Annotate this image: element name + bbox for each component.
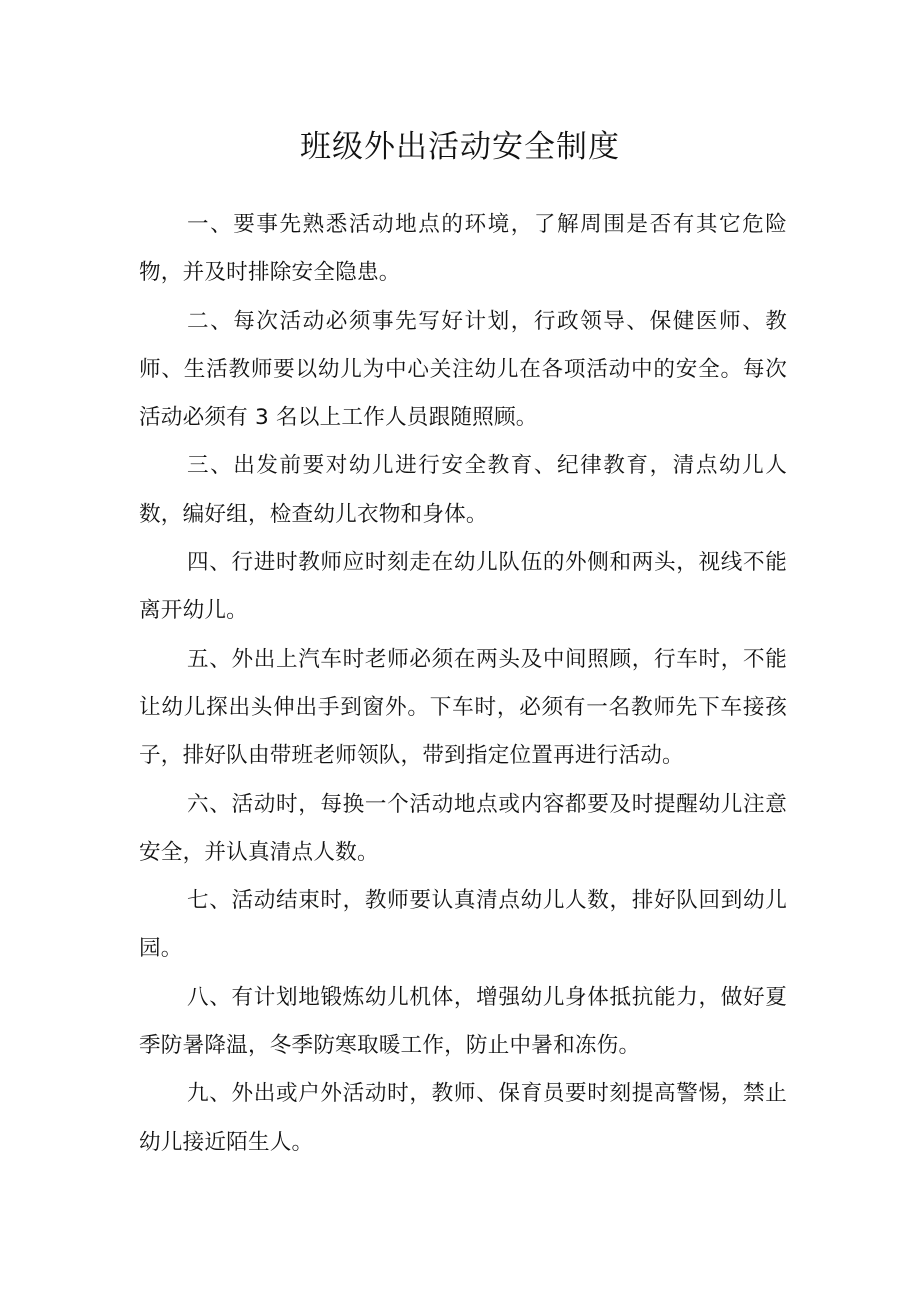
- rule-paragraph-7: 七、活动结束时，教师要认真清点幼儿人数，排好队回到幼儿园。: [139, 888, 787, 962]
- rule-paragraph-8: 八、有计划地锻炼幼儿机体，增强幼儿身体抵抗能力，做好夏季防暑降温，冬季防寒取暖工作，防止中暑和冻伤。: [139, 984, 787, 1059]
- rule-paragraph-2: 二、每次活动必须事先写好计划，行政领导、保健医师、教师、生活教师要以幼儿为中心关注幼儿在各项活动中的安全。每次活动必须有 3 名以上工作人员跟随照顾。: [139, 308, 787, 431]
- rule-paragraph-4: 四、行进时教师应时刻走在幼儿队伍的外侧和两头，视线不能离开幼儿。: [139, 550, 787, 624]
- rule-paragraph-6: 六、活动时，每换一个活动地点或内容都要及时提醒幼儿注意安全，并认真清点人数。: [139, 791, 787, 865]
- document-title: 班级外出活动安全制度: [300, 129, 620, 165]
- rule-paragraph-5: 五、外出上汽车时老师必须在两头及中间照顾，行车时，不能让幼儿探出头伸出手到窗外。下车时，必须有一名教师先下车接孩子，排好队由带班老师领队，带到指定位置再进行活动。: [139, 646, 787, 769]
- rule-paragraph-9: 九、外出或户外活动时，教师、保育员要时刻提高警惕，禁止幼儿接近陌生人。: [139, 1081, 787, 1155]
- document-body: [139, 201, 787, 1167]
- rule-paragraph-1: 一、要事先熟悉活动地点的环境，了解周围是否有其它危险物，并及时排除安全隐患。: [139, 212, 787, 286]
- rule-paragraph-3: 三、出发前要对幼儿进行安全教育、纪律教育，清点幼儿人数，编好组，检查幼儿衣物和身体。: [139, 453, 787, 527]
